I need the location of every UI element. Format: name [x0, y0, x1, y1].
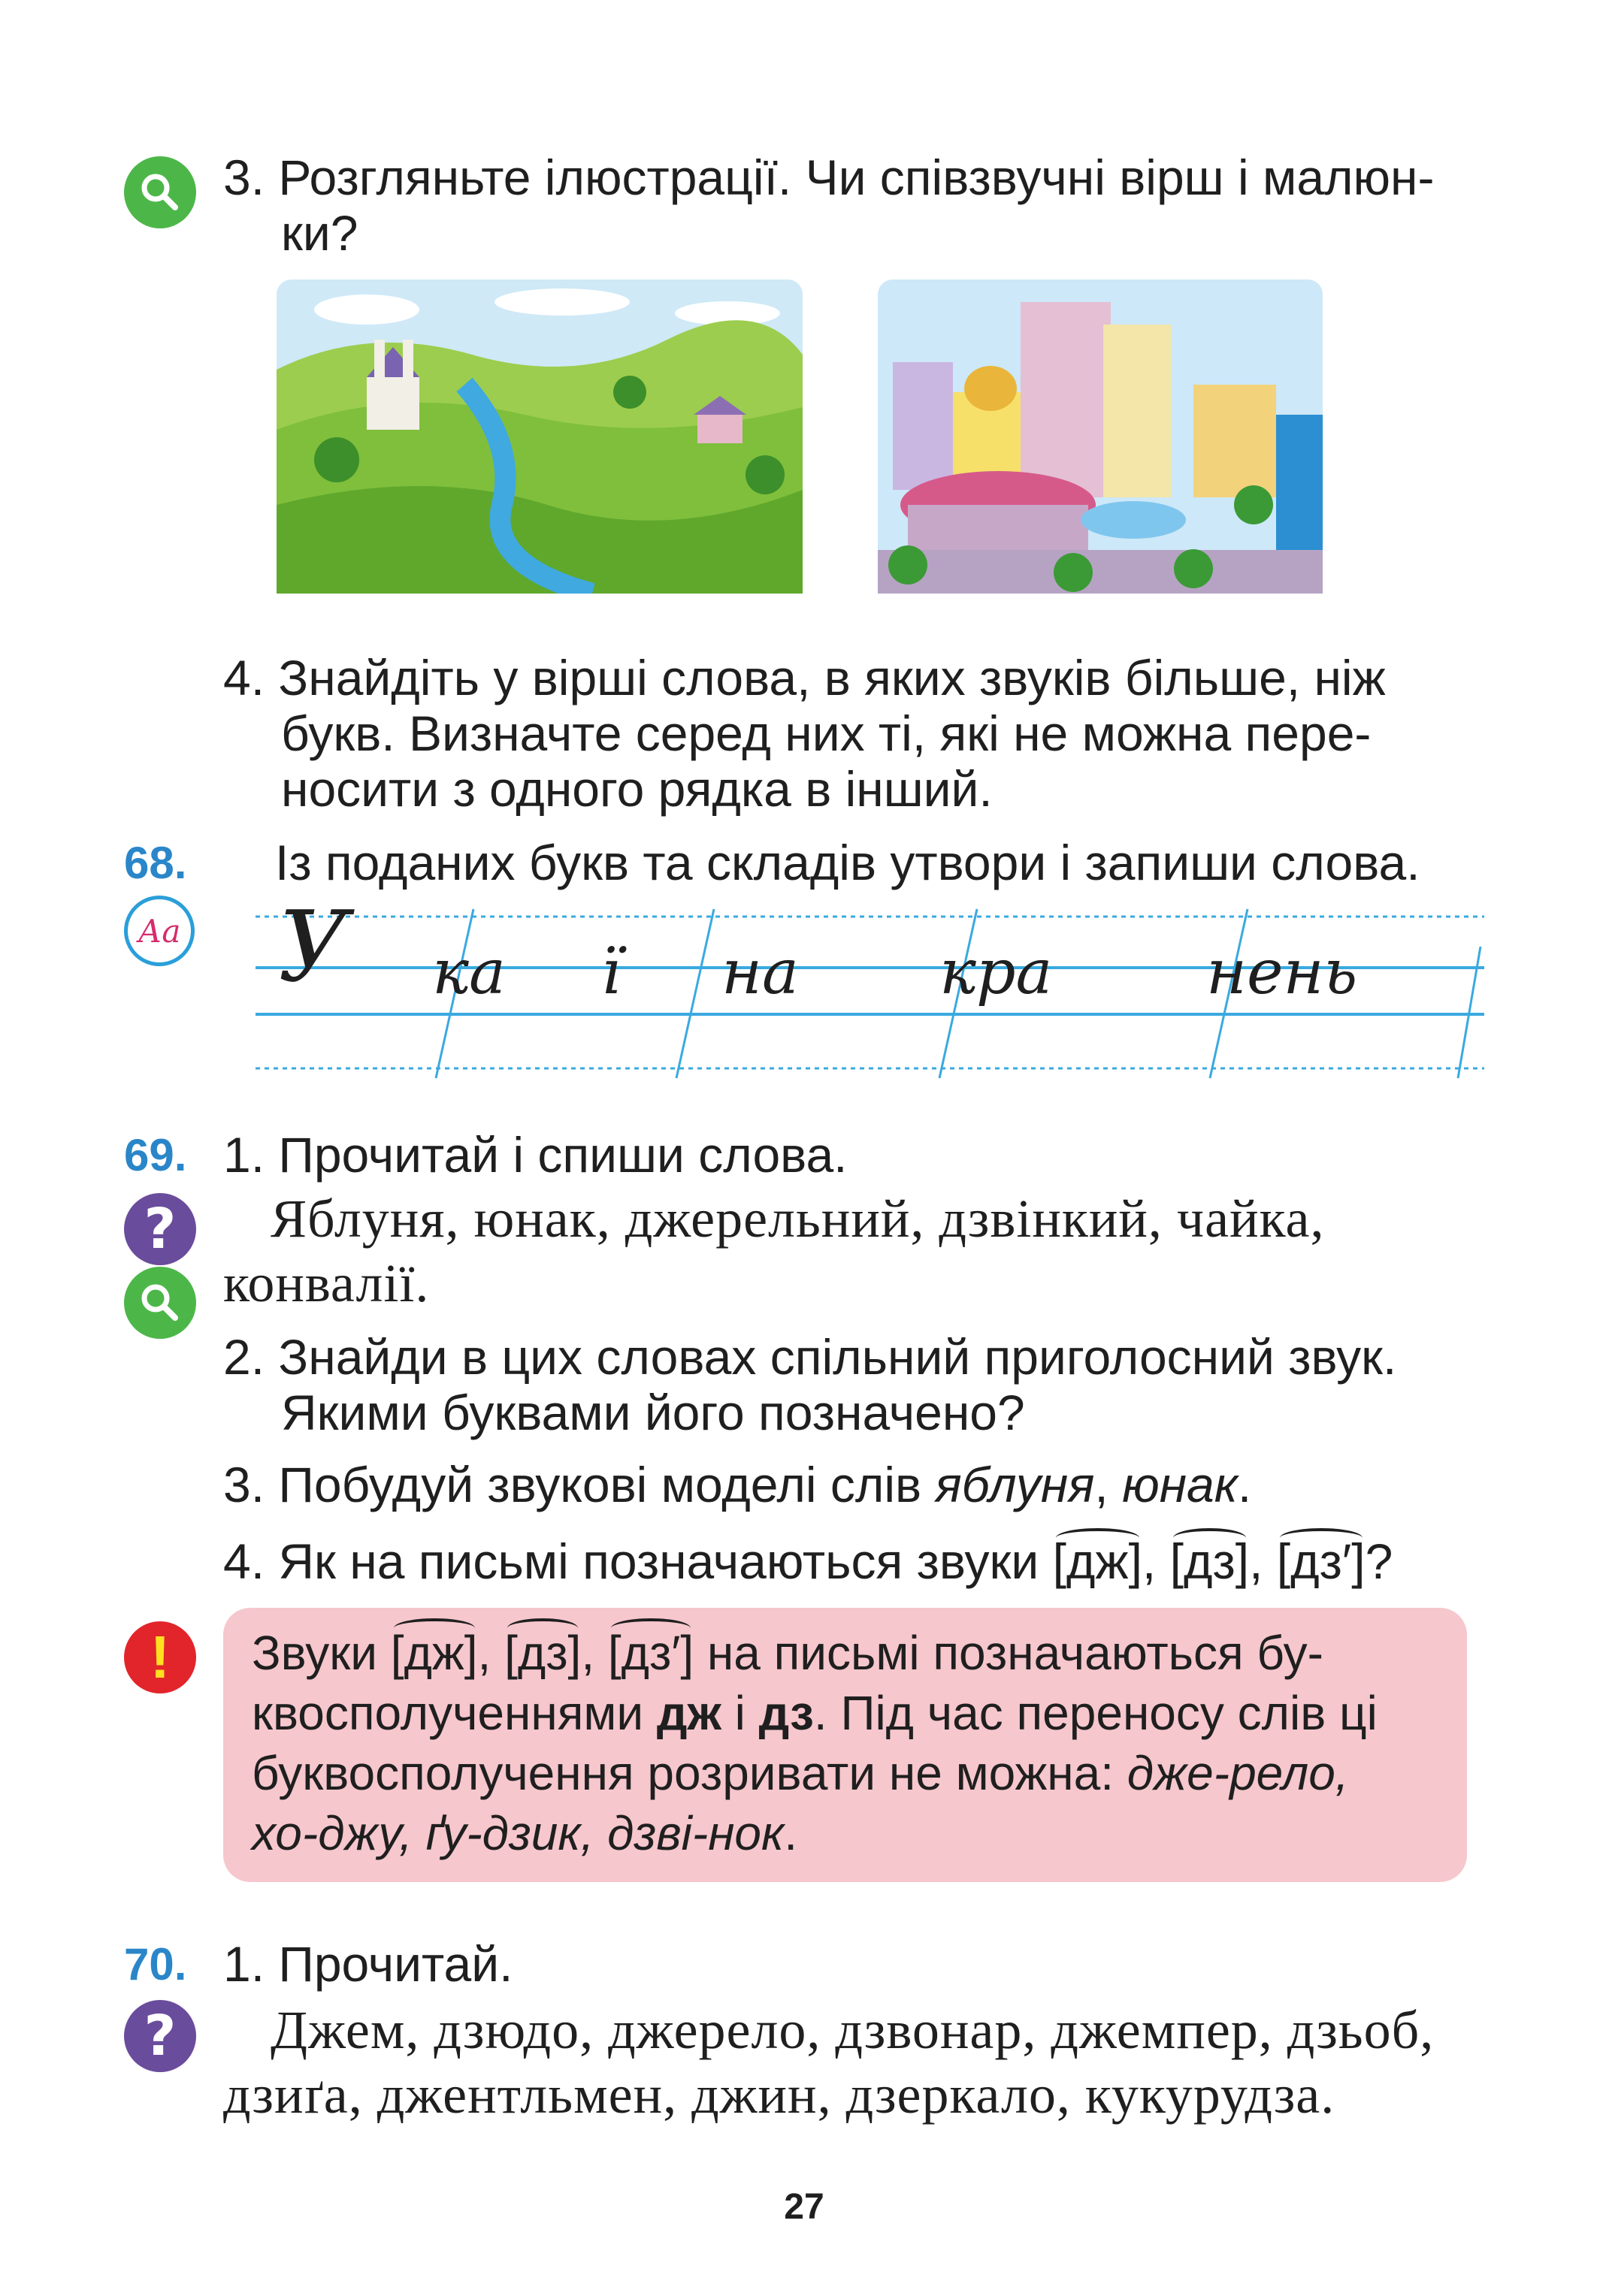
handwritten-letter-yi: ї	[601, 937, 622, 1008]
exercise-70-words-line1: Джем, дзюдо, джерело, дзвонар, джемпер, дзьоб,	[271, 2000, 1435, 2060]
city-illustration	[878, 279, 1323, 594]
task3-line2: ки?	[281, 205, 358, 261]
countryside-illustration	[277, 279, 803, 594]
rule-line3: буквосполучення розривати не можна: дже-рело,	[252, 1746, 1349, 1800]
attention-icon: !	[124, 1621, 196, 1693]
handwritten-syllable-na: на	[721, 937, 799, 1008]
exercise-69-item3: 3. Побудуй звукові моделі слів яблуня, юнак.	[223, 1457, 1252, 1512]
task4-line1: 4. Знайдіть у вірші слова, в яких звуків більше, ніж	[223, 650, 1386, 705]
exercise-69-number: 69.	[124, 1130, 187, 1180]
rule-line2: квосполученнями дж і дз. Під час переносу слів ці	[252, 1686, 1378, 1740]
exercise-69-item2-line2: Якими буквами його позначено?	[281, 1385, 1025, 1440]
task3-line1: 3. Розгляньте ілюстрації. Чи співзвучні вірш і малюн-	[223, 150, 1435, 205]
handwritten-syllable-nen: нень	[1206, 937, 1358, 1008]
task4-line2: букв. Визначте серед них ті, які не можна пере-	[281, 705, 1372, 761]
exercise-70-number: 70.	[124, 1939, 187, 1989]
rule-line1: Звуки [дж], [дз], [дз′] на письмі позначаються бу-	[252, 1623, 1462, 1683]
search-icon	[124, 156, 196, 228]
handwriting-icon: Аа	[124, 896, 195, 966]
question-icon: ?	[124, 1193, 196, 1265]
handwritten-syllable-ka: ка	[432, 937, 506, 1008]
handwritten-letter-u: У	[278, 890, 349, 1004]
handwritten-syllable-kra: кра	[939, 937, 1053, 1008]
question-icon: ?	[124, 2000, 196, 2072]
rule-text	[252, 1623, 1462, 1863]
exercise-68-instruction: Із поданих букв та складів утвори і запиши слова.	[275, 835, 1420, 890]
exercise-70-words-line2: дзиґа, джентльмен, джин, дзеркало, кукурудза.	[223, 2065, 1335, 2125]
page-number: 27	[784, 2187, 824, 2227]
task4-line3: носити з одного рядка в інший.	[281, 761, 993, 817]
search-icon	[124, 1267, 196, 1339]
rule-line4: хо-джу, ґу-дзик, дзві-нок.	[252, 1806, 797, 1860]
exercise-69-item4: 4. Як на письмі позначаються звуки [дж], [дз], [дз′]?	[223, 1533, 1393, 1589]
exercise-69-words-line2: конвалії.	[223, 1253, 430, 1313]
exercise-70-item1: 1. Прочитай.	[223, 1936, 513, 1992]
exercise-69-words-line1: Яблуня, юнак, джерельний, дзвінкий, чайка,	[271, 1189, 1325, 1249]
exercise-69-item2-line1: 2. Знайди в цих словах спільний приголосний звук.	[223, 1329, 1397, 1385]
exercise-69-item1: 1. Прочитай і спиши слова.	[223, 1127, 848, 1183]
exercise-68-number: 68.	[124, 838, 187, 888]
